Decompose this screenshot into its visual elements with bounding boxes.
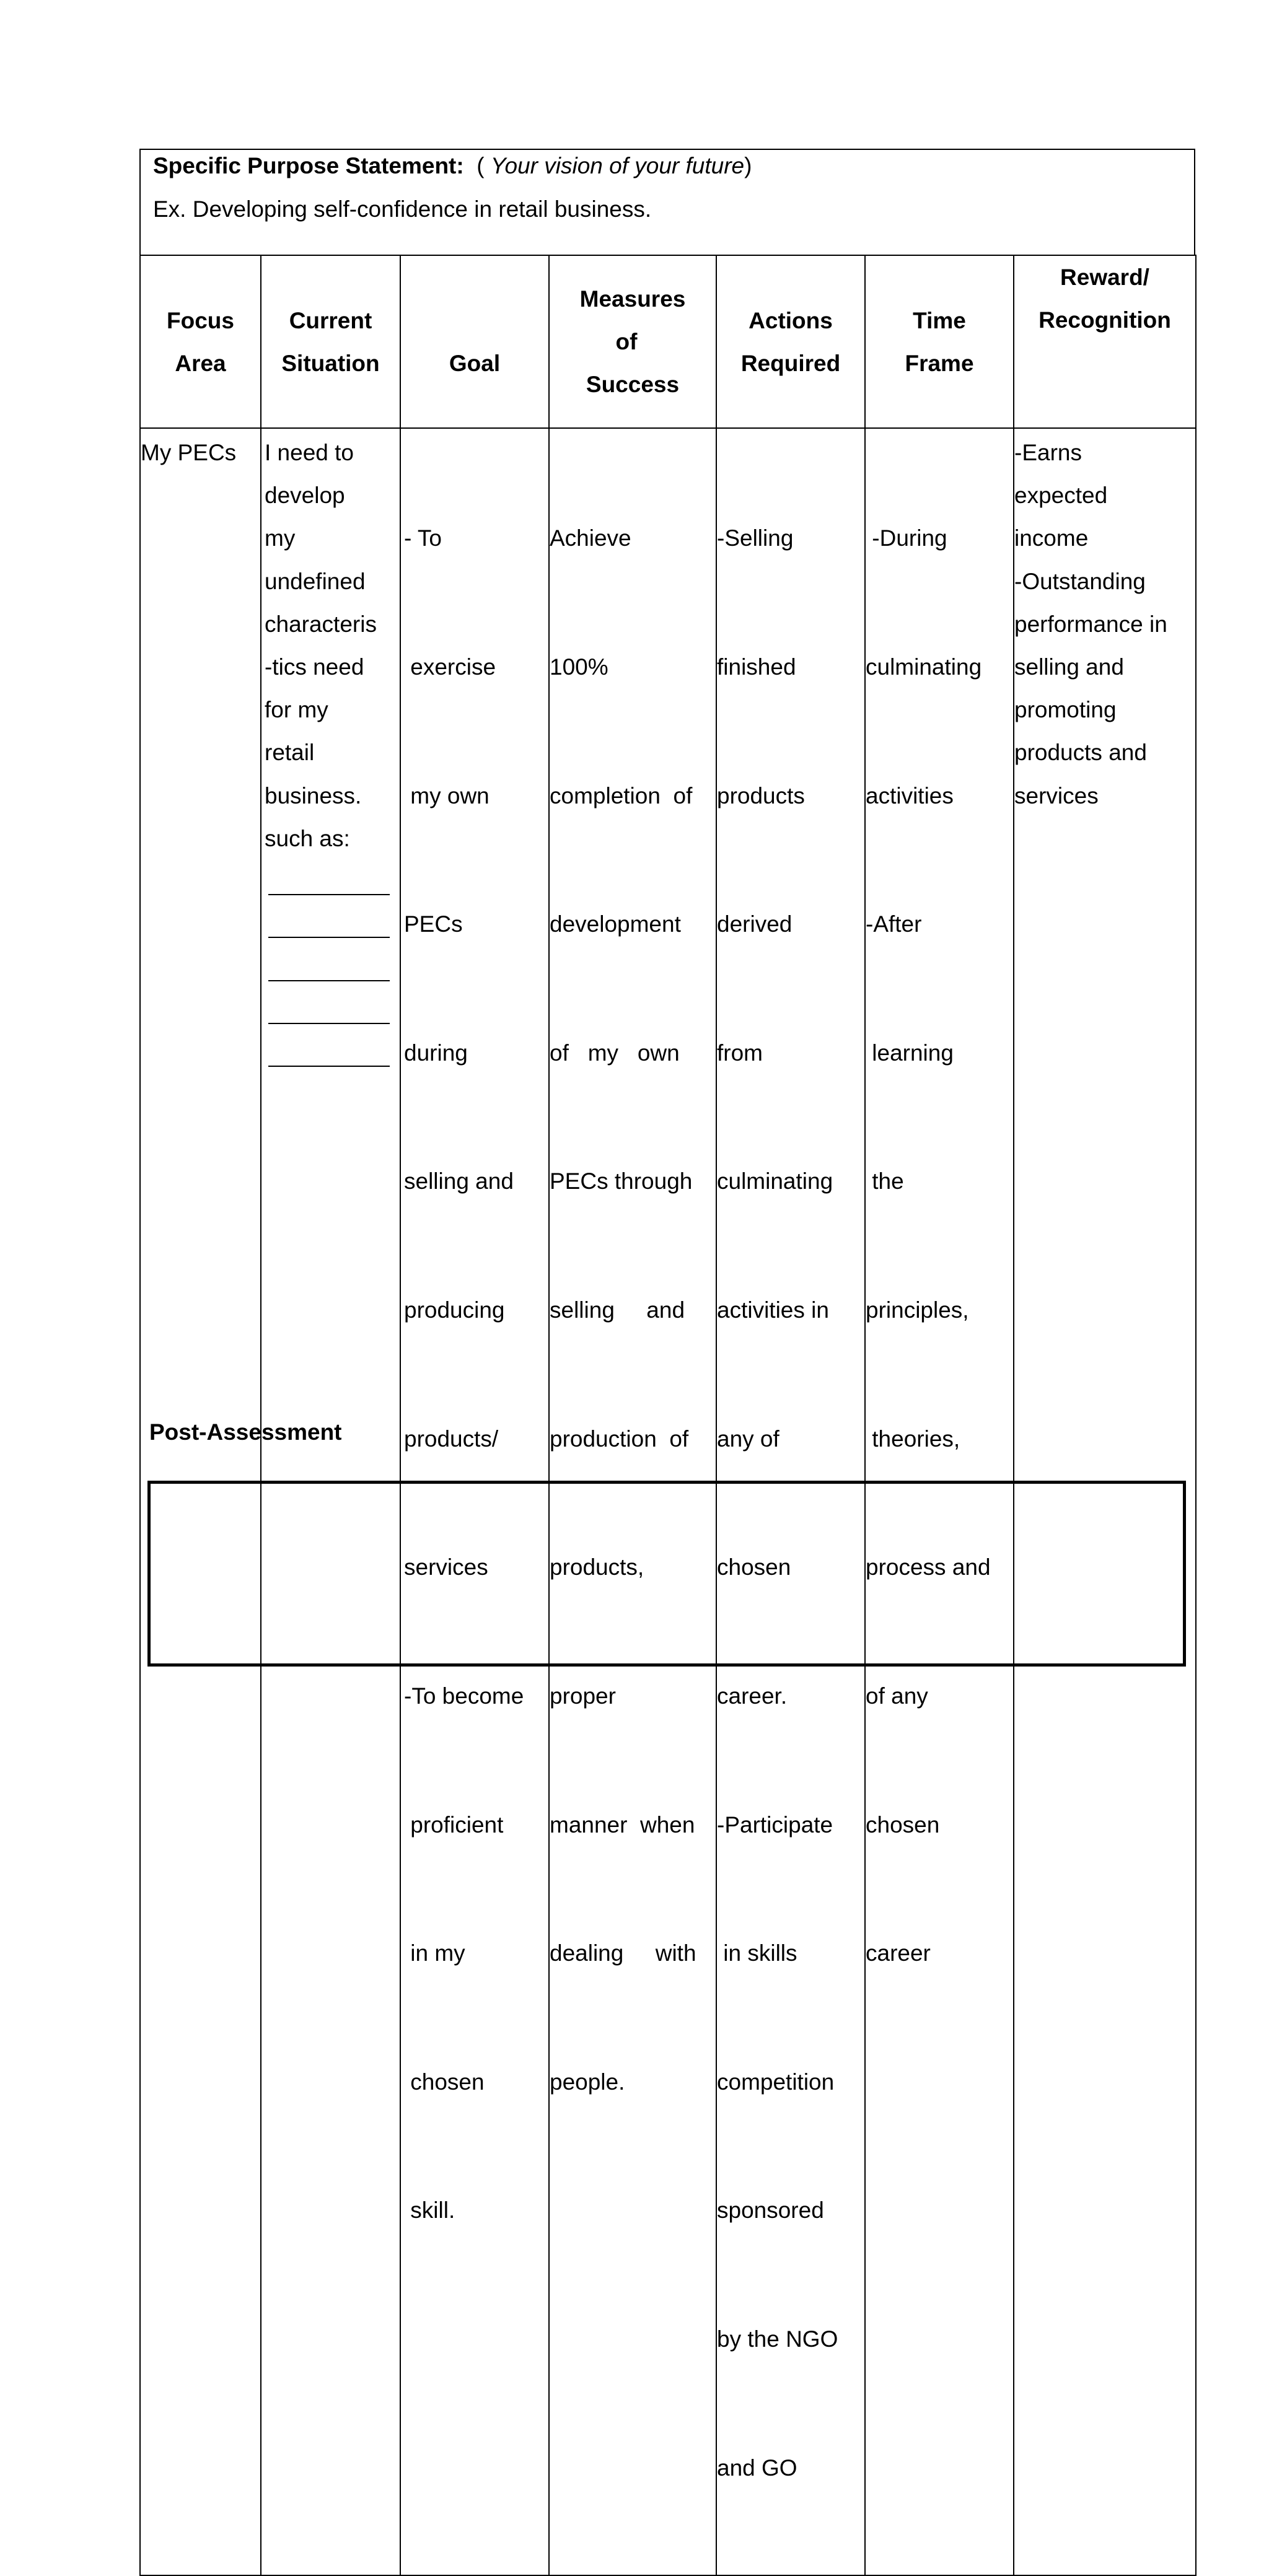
purpose-example: Ex. Developing self-confidence in retail business.: [153, 196, 652, 222]
cell-line: income: [1014, 525, 1089, 551]
cell-line: finished: [717, 654, 796, 680]
cell-line: during: [404, 1040, 468, 1066]
cell-line: people.: [550, 2069, 625, 2095]
cell-line: -Outstanding: [1014, 568, 1146, 594]
cell-line: skill.: [404, 2197, 455, 2223]
purpose-hint: Your vision of your future: [490, 153, 745, 178]
purpose-paren-close: ): [744, 153, 752, 178]
cell-line: culminating: [717, 1168, 833, 1194]
header-focus-area: [140, 255, 261, 428]
blank-line[interactable]: [265, 860, 400, 903]
blank-line[interactable]: [265, 903, 400, 945]
cell-line: the: [866, 1168, 904, 1194]
header-line: Recognition: [1038, 307, 1171, 333]
header-line: Goal: [449, 350, 501, 376]
cell-line: process and: [866, 1554, 991, 1580]
cell-line: chosen: [866, 1812, 940, 1838]
cell-line: such as:: [265, 825, 350, 851]
cell-line: development: [550, 911, 681, 937]
cell-line: by the NGO: [717, 2326, 838, 2352]
cell-line: completion of: [550, 782, 693, 808]
purpose-statement-box: [139, 149, 1195, 255]
header-line: Reward/: [1060, 265, 1149, 290]
cell-line: I need to: [265, 440, 354, 465]
cell-line: proper: [550, 1683, 616, 1709]
header-measures-of-success: [549, 255, 716, 428]
purpose-statement-line: [153, 154, 752, 178]
cell-lines: [1014, 431, 1195, 817]
cell-line: producing: [404, 1297, 505, 1323]
cell-line: from: [717, 1040, 763, 1066]
cell-line: exercise: [404, 654, 496, 680]
cell-line: chosen: [404, 2069, 485, 2095]
header-line: of: [615, 329, 638, 354]
cell-line: competition: [717, 2069, 835, 2095]
cell-line: -During: [866, 525, 947, 551]
cell-line: expected: [1014, 483, 1108, 509]
cell-line: retail: [265, 740, 315, 766]
cell-line: any of: [717, 1426, 779, 1452]
cell-line: my own: [404, 782, 490, 808]
post-assessment-answer-box[interactable]: [147, 1481, 1186, 1667]
cell-line: products,: [550, 1554, 644, 1580]
header-line: Focus: [167, 307, 234, 333]
cell-line: Achieve: [550, 525, 631, 551]
cell-line: activities: [866, 782, 954, 808]
cell-lines: [261, 431, 400, 1074]
cell-line: -After: [866, 911, 922, 937]
cell-line: career: [866, 1940, 931, 1966]
cell-line: learning: [866, 1040, 954, 1066]
cell-line: -Earns: [1014, 440, 1082, 465]
cell-line: career.: [717, 1683, 788, 1709]
cell-line: services: [404, 1554, 488, 1580]
header-line: Required: [740, 350, 841, 376]
cell-line: performance in: [1014, 611, 1167, 637]
cell-line: selling and: [1014, 654, 1124, 680]
header-line: Success: [586, 372, 680, 397]
cell-line: chosen: [717, 1554, 791, 1580]
cell-line: -tics need: [265, 654, 364, 680]
cell-line: characteris: [265, 611, 377, 637]
action-plan-table: [139, 255, 1197, 2576]
cell-line: of my own: [550, 1040, 680, 1066]
cell-line: -Selling: [717, 525, 794, 551]
cell-lines: [550, 431, 716, 2189]
cell-line: of any: [866, 1683, 928, 1709]
blank-line[interactable]: [265, 945, 400, 988]
cell-line: sponsored: [717, 2197, 824, 2223]
cell-lines: [866, 431, 1013, 2061]
cell-line: products/: [404, 1426, 499, 1452]
cell-line: in my: [404, 1940, 465, 1966]
cell-line: selling and: [550, 1297, 685, 1323]
header-reward-recognition: [1014, 255, 1196, 428]
cell-line: derived: [717, 911, 793, 937]
cell-line: - To: [404, 525, 442, 551]
cell-line: culminating: [866, 654, 982, 680]
cell-line: services: [1014, 782, 1099, 808]
table-header-row: [140, 255, 1196, 428]
header-line: Situation: [281, 350, 380, 376]
post-assessment-title: Post-Assessment: [149, 1419, 342, 1445]
cell-line: selling and: [404, 1168, 514, 1194]
cell-line: activities in: [717, 1297, 829, 1323]
purpose-paren-open: (: [476, 153, 485, 178]
blank-line[interactable]: [265, 989, 400, 1032]
cell-line: principles,: [866, 1297, 969, 1323]
header-current-situation: [261, 255, 400, 428]
cell-line: PECs: [404, 911, 463, 937]
header-line: Measures: [579, 286, 686, 312]
purpose-label: Specific Purpose Statement:: [153, 153, 464, 178]
cell-line: theories,: [866, 1426, 960, 1452]
cell-line: 100%: [550, 654, 608, 680]
cell-line: manner when: [550, 1812, 695, 1838]
cell-line: -To become: [404, 1683, 524, 1709]
cell-line: products: [717, 782, 805, 808]
header-line: Time: [913, 307, 966, 333]
header-line: Current: [289, 307, 372, 333]
blank-line[interactable]: [265, 1032, 400, 1074]
cell-line: and GO: [717, 2455, 797, 2481]
cell-line: undefined: [265, 568, 366, 594]
cell-line: my: [265, 525, 296, 551]
cell-line: promoting: [1014, 697, 1117, 723]
cell-line: My PECs: [141, 440, 237, 465]
cell-line: for my: [265, 697, 328, 723]
cell-line: products and: [1014, 740, 1147, 766]
cell-lines: [401, 431, 548, 2318]
cell-line: production of: [550, 1426, 689, 1452]
header-line: Area: [175, 350, 226, 376]
header-line: Actions: [749, 307, 833, 333]
cell-line: develop: [265, 483, 345, 509]
header-time-frame: [865, 255, 1014, 428]
header-line: Frame: [905, 350, 974, 376]
header-goal: [400, 255, 549, 428]
cell-line: proficient: [404, 1812, 504, 1838]
cell-lines: [141, 431, 260, 474]
cell-line: in skills: [717, 1940, 797, 1966]
cell-line: dealing with: [550, 1940, 696, 1966]
cell-line: -Participate: [717, 1812, 833, 1838]
cell-line: PECs through: [550, 1168, 693, 1194]
header-actions-required: [716, 255, 865, 428]
cell-line: business.: [265, 782, 362, 808]
